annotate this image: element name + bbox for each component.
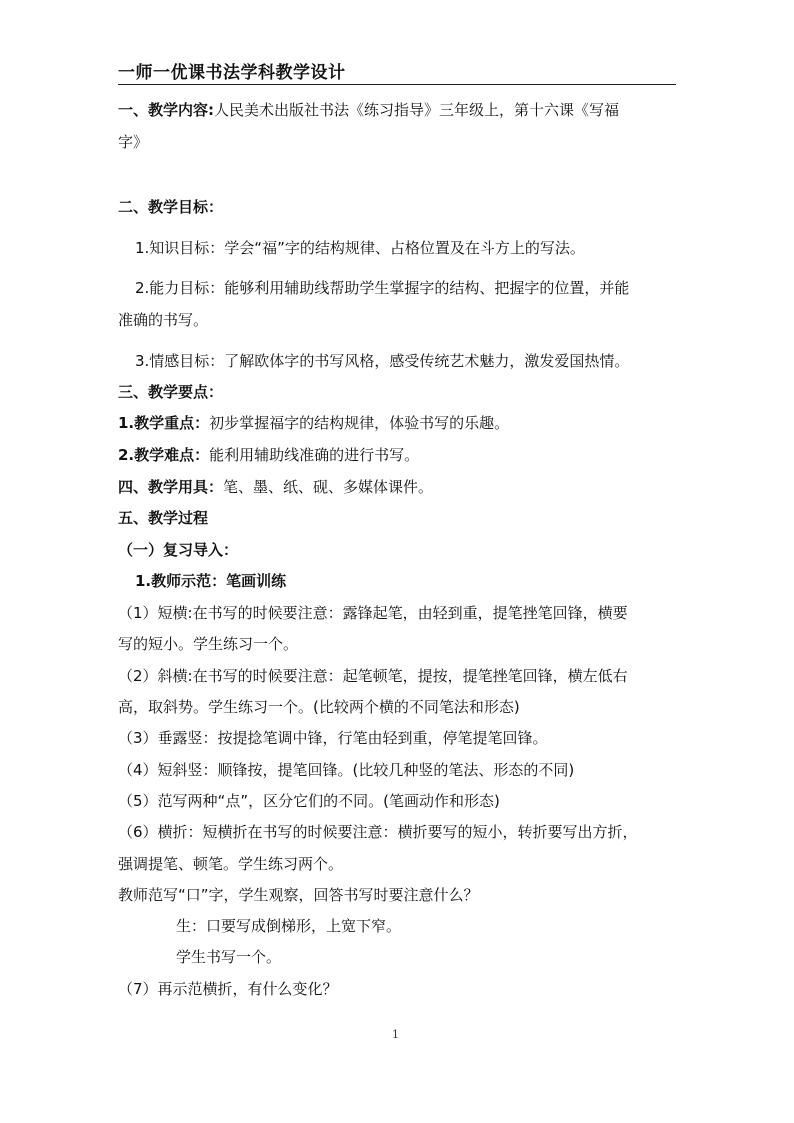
stroke-item-2-line2: 高，取斜势。学生练习一个。(比较两个横的不同笔法和形态) xyxy=(118,698,520,716)
subsection-teacher-demo: 1.教师示范：笔画训练 xyxy=(135,572,287,590)
goal-knowledge: 1.知识目标：学会“福”字的结构规律、占格位置及在斗方上的写法。 xyxy=(135,239,585,257)
stroke-item-1-line2: 写的短小。学生练习一个。 xyxy=(118,635,299,653)
stroke-item-5: （5）范写两种“点”，区分它们的不同。(笔画动作和形态) xyxy=(118,792,500,810)
section1-line1 xyxy=(118,100,619,120)
subsection-review: （一）复习导入： xyxy=(118,541,239,559)
section5-heading: 五、教学过程 xyxy=(118,509,209,527)
key-point-text: 初步掌握福字的结构规律，体验书写的乐趣。 xyxy=(209,414,510,432)
stroke-item-7: （7）再示范横折，有什么变化？ xyxy=(118,980,338,998)
student-practice: 学生书写一个。 xyxy=(176,948,282,966)
section1-heading: 一、教学内容: xyxy=(118,101,214,119)
section1-text-line1: 人民美术出版社书法《练习指导》三年级上，第十六课《写福 xyxy=(214,101,620,119)
teacher-demo-kou: 教师范写“口”字，学生观察，回答书写时要注意什么？ xyxy=(118,886,479,904)
stroke-item-6-line2: 强调提笔、顿笔。学生练习两个。 xyxy=(118,855,344,873)
section2-heading: 二、教学目标： xyxy=(118,198,224,216)
stroke-item-6-line1: （6）横折：短横折在书写的时候要注意：横折要写的短小，转折要写出方折， xyxy=(118,823,638,841)
goal-ability-line2: 准确的书写。 xyxy=(118,311,209,329)
stroke-item-1-line1: （1）短横:在书写的时候要注意：露锋起笔，由轻到重，提笔挫笔回锋，横要 xyxy=(118,604,628,622)
section4-line xyxy=(118,477,433,497)
student-answer: 生：口要写成倒梯形，上宽下窄。 xyxy=(176,917,402,935)
key-point-line xyxy=(118,413,509,433)
section4-heading: 四、教学用具： xyxy=(118,478,224,496)
stroke-item-4: （4）短斜竖：顺锋按，提笔回锋。(比较几种竖的笔法、形态的不同) xyxy=(118,761,575,779)
difficult-point-label: 2.教学难点： xyxy=(118,446,210,464)
key-point-label: 1.教学重点： xyxy=(118,414,210,432)
header-title: 一师一优课书法学科教学设计 xyxy=(118,63,346,83)
difficult-point-text: 能利用辅助线准确的进行书写。 xyxy=(209,446,420,464)
stroke-item-2-line1: （2）斜横:在书写的时候要注意：起笔顿笔，提按，提笔挫笔回锋，横左低右 xyxy=(118,667,628,685)
goal-ability-line1: 2.能力目标：能够利用辅助线帮助学生掌握字的结构、把握字的位置，并能 xyxy=(135,279,630,297)
page-number: 1 xyxy=(392,1028,399,1041)
page-header xyxy=(118,56,676,85)
section1-text-line2: 字》 xyxy=(118,133,149,151)
section4-text: 笔、墨、纸、砚、多媒体课件。 xyxy=(223,478,434,496)
stroke-item-3: （3）垂露竖：按提捻笔调中锋，行笔由轻到重，停笔提笔回锋。 xyxy=(118,729,548,747)
difficult-point-line xyxy=(118,445,419,465)
section3-heading: 三、教学要点： xyxy=(118,383,224,401)
goal-emotion: 3.情感目标：了解欧体字的书写风格，感受传统艺术魅力，激发爱国热情。 xyxy=(135,352,630,370)
